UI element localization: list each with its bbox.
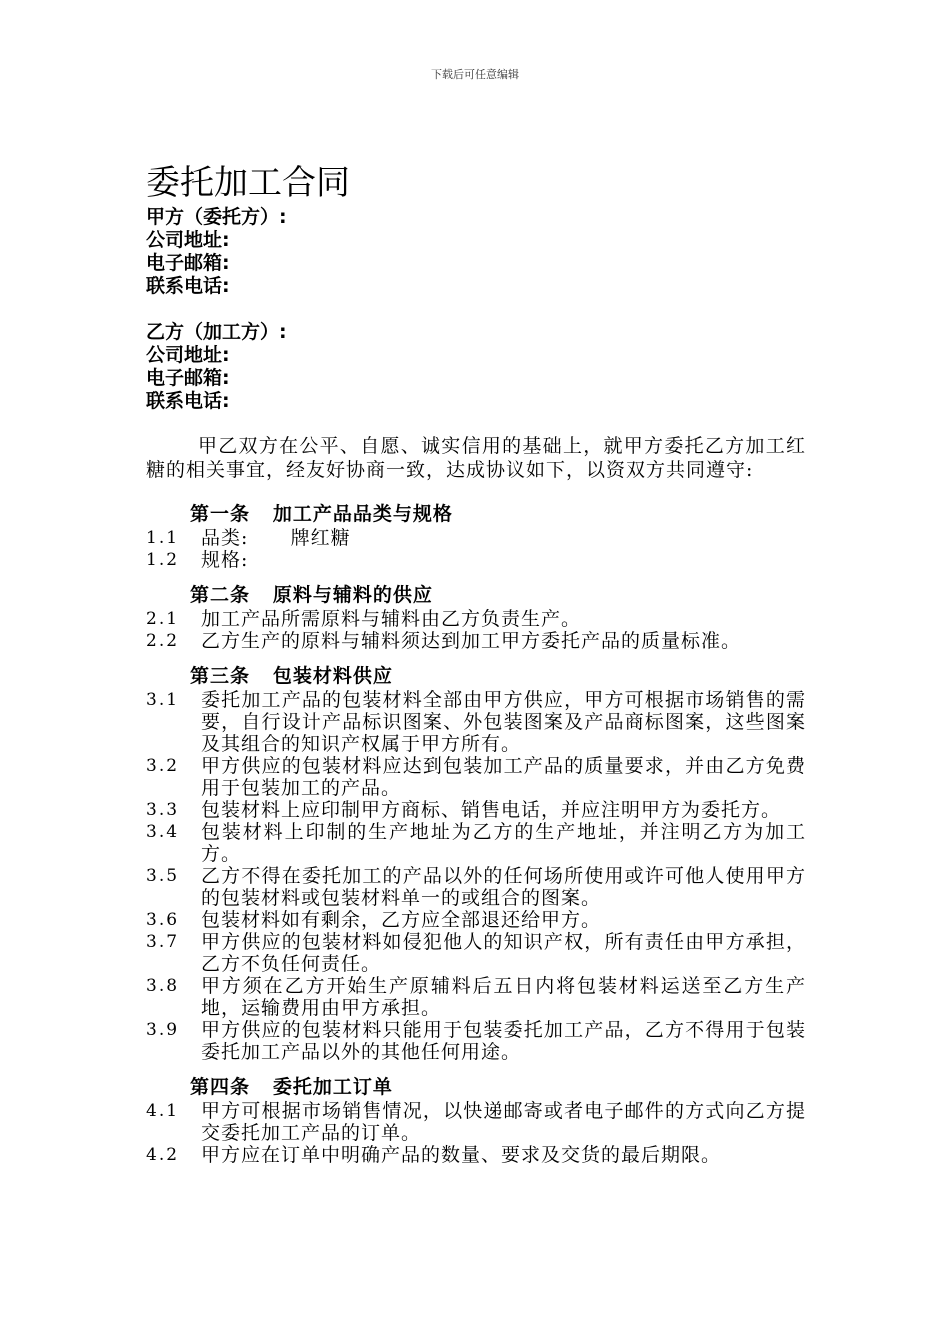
party-a-phone: 联系电话: — [146, 275, 230, 297]
clause-text: 品类: 牌红糖 — [201, 527, 351, 549]
clause-number: 4.1 — [146, 1101, 180, 1121]
party-a-address: 公司地址: — [146, 229, 230, 251]
article-heading: 第一条 加工产品品类与规格 — [190, 503, 453, 525]
clause-number: 1.1 — [146, 528, 180, 548]
clause-number: 3.6 — [146, 910, 180, 930]
clause-text: 甲方供应的包装材料如侵犯他人的知识产权，所有责任由甲方承担，乙方不负任何责任。 — [201, 931, 806, 975]
articles-list — [146, 501, 806, 1166]
article-heading: 第二条 原料与辅料的供应 — [190, 584, 433, 606]
clause-text: 甲方供应的包装材料应达到包装加工产品的质量要求，并由乙方免费用于包装加工的产品。 — [201, 755, 806, 799]
clause-item — [146, 1100, 806, 1144]
clause-text: 包装材料上印制的生产地址为乙方的生产地址，并注明乙方为加工方。 — [201, 821, 806, 865]
party-b-heading: 乙方（加工方）: — [146, 321, 287, 343]
clause-item — [146, 821, 806, 865]
clause-number: 3.3 — [146, 800, 180, 820]
article-heading: 第三条 包装材料供应 — [190, 665, 393, 687]
contract-page — [146, 160, 806, 1166]
clause-text: 甲方可根据市场销售情况，以快递邮寄或者电子邮件的方式向乙方提交委托加工产品的订单。 — [201, 1100, 806, 1144]
clause-item — [146, 630, 806, 652]
clause-item — [146, 689, 806, 755]
clause-number: 3.5 — [146, 866, 180, 886]
spacer — [146, 298, 806, 321]
clause-text: 乙方生产的原料与辅料须达到加工甲方委托产品的质量标准。 — [201, 630, 742, 652]
clause-text: 包装材料如有剩余，乙方应全部退还给甲方。 — [201, 909, 602, 931]
clause-item — [146, 1019, 806, 1063]
clause-text: 委托加工产品的包装材料全部由甲方供应，甲方可根据市场销售的需要，自行设计产品标识图案、外包装图案及产品商标图案，这些图案及其组合的知识产权属于甲方所有。 — [201, 689, 806, 755]
clause-item — [146, 527, 806, 549]
article-heading: 第四条 委托加工订单 — [190, 1076, 393, 1098]
party-a-heading: 甲方（委托方）: — [146, 206, 287, 228]
clause-item — [146, 755, 806, 799]
clause-text: 加工产品所需原料与辅料由乙方负责生产。 — [201, 608, 582, 630]
clause-text: 甲方须在乙方开始生产原辅料后五日内将包装材料运送至乙方生产地，运输费用由甲方承担。 — [201, 975, 806, 1019]
clause-number: 3.1 — [146, 690, 180, 710]
clause-number: 4.2 — [146, 1145, 180, 1165]
clause-number: 3.2 — [146, 756, 180, 776]
party-a-email: 电子邮箱: — [146, 252, 230, 274]
clause-text: 甲方供应的包装材料只能用于包装委托加工产品，乙方不得用于包装委托加工产品以外的其他任何用途。 — [201, 1019, 806, 1063]
party-b-email: 电子邮箱: — [146, 367, 230, 389]
clause-item — [146, 608, 806, 630]
clause-number: 2.2 — [146, 631, 180, 651]
clause-number: 1.2 — [146, 550, 180, 570]
clause-number: 3.4 — [146, 822, 180, 842]
clause-text: 乙方不得在委托加工的产品以外的任何场所使用或许可他人使用甲方的包装材料或包装材料单一的或组合的图案。 — [201, 865, 806, 909]
clause-item — [146, 909, 806, 931]
clause-number: 3.8 — [146, 976, 180, 996]
clause-item — [146, 931, 806, 975]
clause-item — [146, 865, 806, 909]
clause-number: 2.1 — [146, 609, 180, 629]
header-note: 下载后可任意编辑 — [431, 68, 519, 81]
intro-paragraph: 甲乙双方在公平、自愿、诚实信用的基础上，就甲方委托乙方加工红糖的相关事宜，经友好协商一致，达成协议如下，以资双方共同遵守: — [146, 435, 806, 481]
document-title: 委托加工合同 — [146, 163, 350, 203]
clause-item — [146, 975, 806, 1019]
clause-item — [146, 549, 806, 571]
clause-number: 3.9 — [146, 1020, 180, 1040]
clause-item — [146, 1144, 806, 1166]
party-b-address: 公司地址: — [146, 344, 230, 366]
party-b-phone: 联系电话: — [146, 390, 230, 412]
clause-text: 包装材料上应印制甲方商标、销售电话，并应注明甲方为委托方。 — [201, 799, 782, 821]
party-a-block — [146, 206, 806, 298]
clause-item — [146, 799, 806, 821]
clause-text: 甲方应在订单中明确产品的数量、要求及交货的最后期限。 — [201, 1144, 722, 1166]
clause-text: 规格: — [201, 549, 249, 571]
clause-number: 3.7 — [146, 932, 180, 952]
party-b-block — [146, 321, 806, 413]
